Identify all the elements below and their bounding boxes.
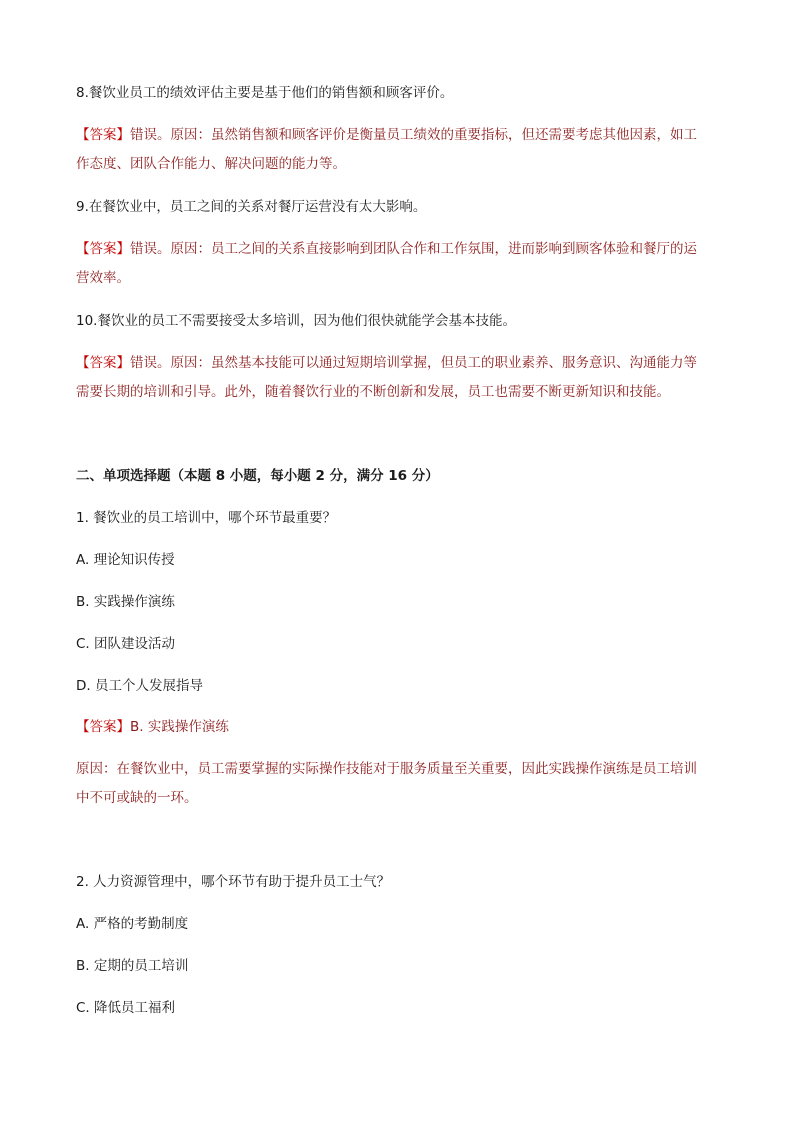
option-d: D. 员工个人发展指导 bbox=[76, 678, 203, 694]
answer-tag: 【答案】 bbox=[76, 719, 130, 735]
answer-tag: 【答案】 bbox=[76, 127, 130, 143]
answer-10-line-1: 【答案】错误。原因：虽然基本技能可以通过短期培训掌握，但员工的职业素养、服务意识、沟通能力等 bbox=[76, 355, 697, 371]
answer-8-line-1: 【答案】错误。原因：虽然销售额和顾客评价是衡量员工绩效的重要指标，但还需要考虑其他因素，如工 bbox=[76, 127, 697, 143]
option-b: B. 定期的员工培训 bbox=[76, 958, 189, 974]
question-9: 9.在餐饮业中，员工之间的关系对餐厅运营没有太大影响。 bbox=[76, 199, 427, 215]
mc-answer-1 bbox=[76, 719, 726, 736]
option-c: C. 团队建设活动 bbox=[76, 636, 176, 652]
option-a: A. 理论知识传授 bbox=[76, 552, 175, 568]
answer-tag: 【答案】 bbox=[76, 241, 130, 257]
option-c: C. 降低员工福利 bbox=[76, 1000, 176, 1016]
mc-reason-1-line-1: 原因：在餐饮业中，员工需要掌握的实际操作技能对于服务质量至关重要，因此实践操作演练是员工培训 bbox=[76, 761, 697, 777]
option-b: B. 实践操作演练 bbox=[76, 594, 175, 610]
mc-question-1: 1. 餐饮业的员工培训中，哪个环节最重要？ bbox=[76, 510, 337, 526]
answer-9-line-2: 营效率。 bbox=[76, 270, 130, 286]
answer-tag: 【答案】 bbox=[76, 355, 130, 371]
mc-question-2: 2. 人力资源管理中，哪个环节有助于提升员工士气？ bbox=[76, 874, 391, 890]
answer-8-line-2: 作态度、团队合作能力、解决问题的能力等。 bbox=[76, 156, 346, 172]
mc-reason-1-line-2: 中不可或缺的一环。 bbox=[76, 790, 198, 806]
question-8: 8.餐饮业员工的绩效评估主要是基于他们的销售额和顾客评价。 bbox=[76, 85, 454, 101]
answer-value: B. 实践操作演练 bbox=[130, 719, 229, 735]
option-a: A. 严格的考勤制度 bbox=[76, 916, 189, 932]
answer-10-line-2: 需要长期的培训和引导。此外，随着餐饮行业的不断创新和发展，员工也需要不断更新知识和技能。 bbox=[76, 384, 670, 400]
answer-9-line-1: 【答案】错误。原因：员工之间的关系直接影响到团队合作和工作氛围，进而影响到顾客体验和餐厅的运 bbox=[76, 241, 697, 257]
question-10: 10.餐饮业的员工不需要接受太多培训，因为他们很快就能学会基本技能。 bbox=[76, 313, 516, 329]
section-heading: 二、单项选择题（本题 8 小题，每小题 2 分，满分 16 分） bbox=[76, 468, 439, 484]
